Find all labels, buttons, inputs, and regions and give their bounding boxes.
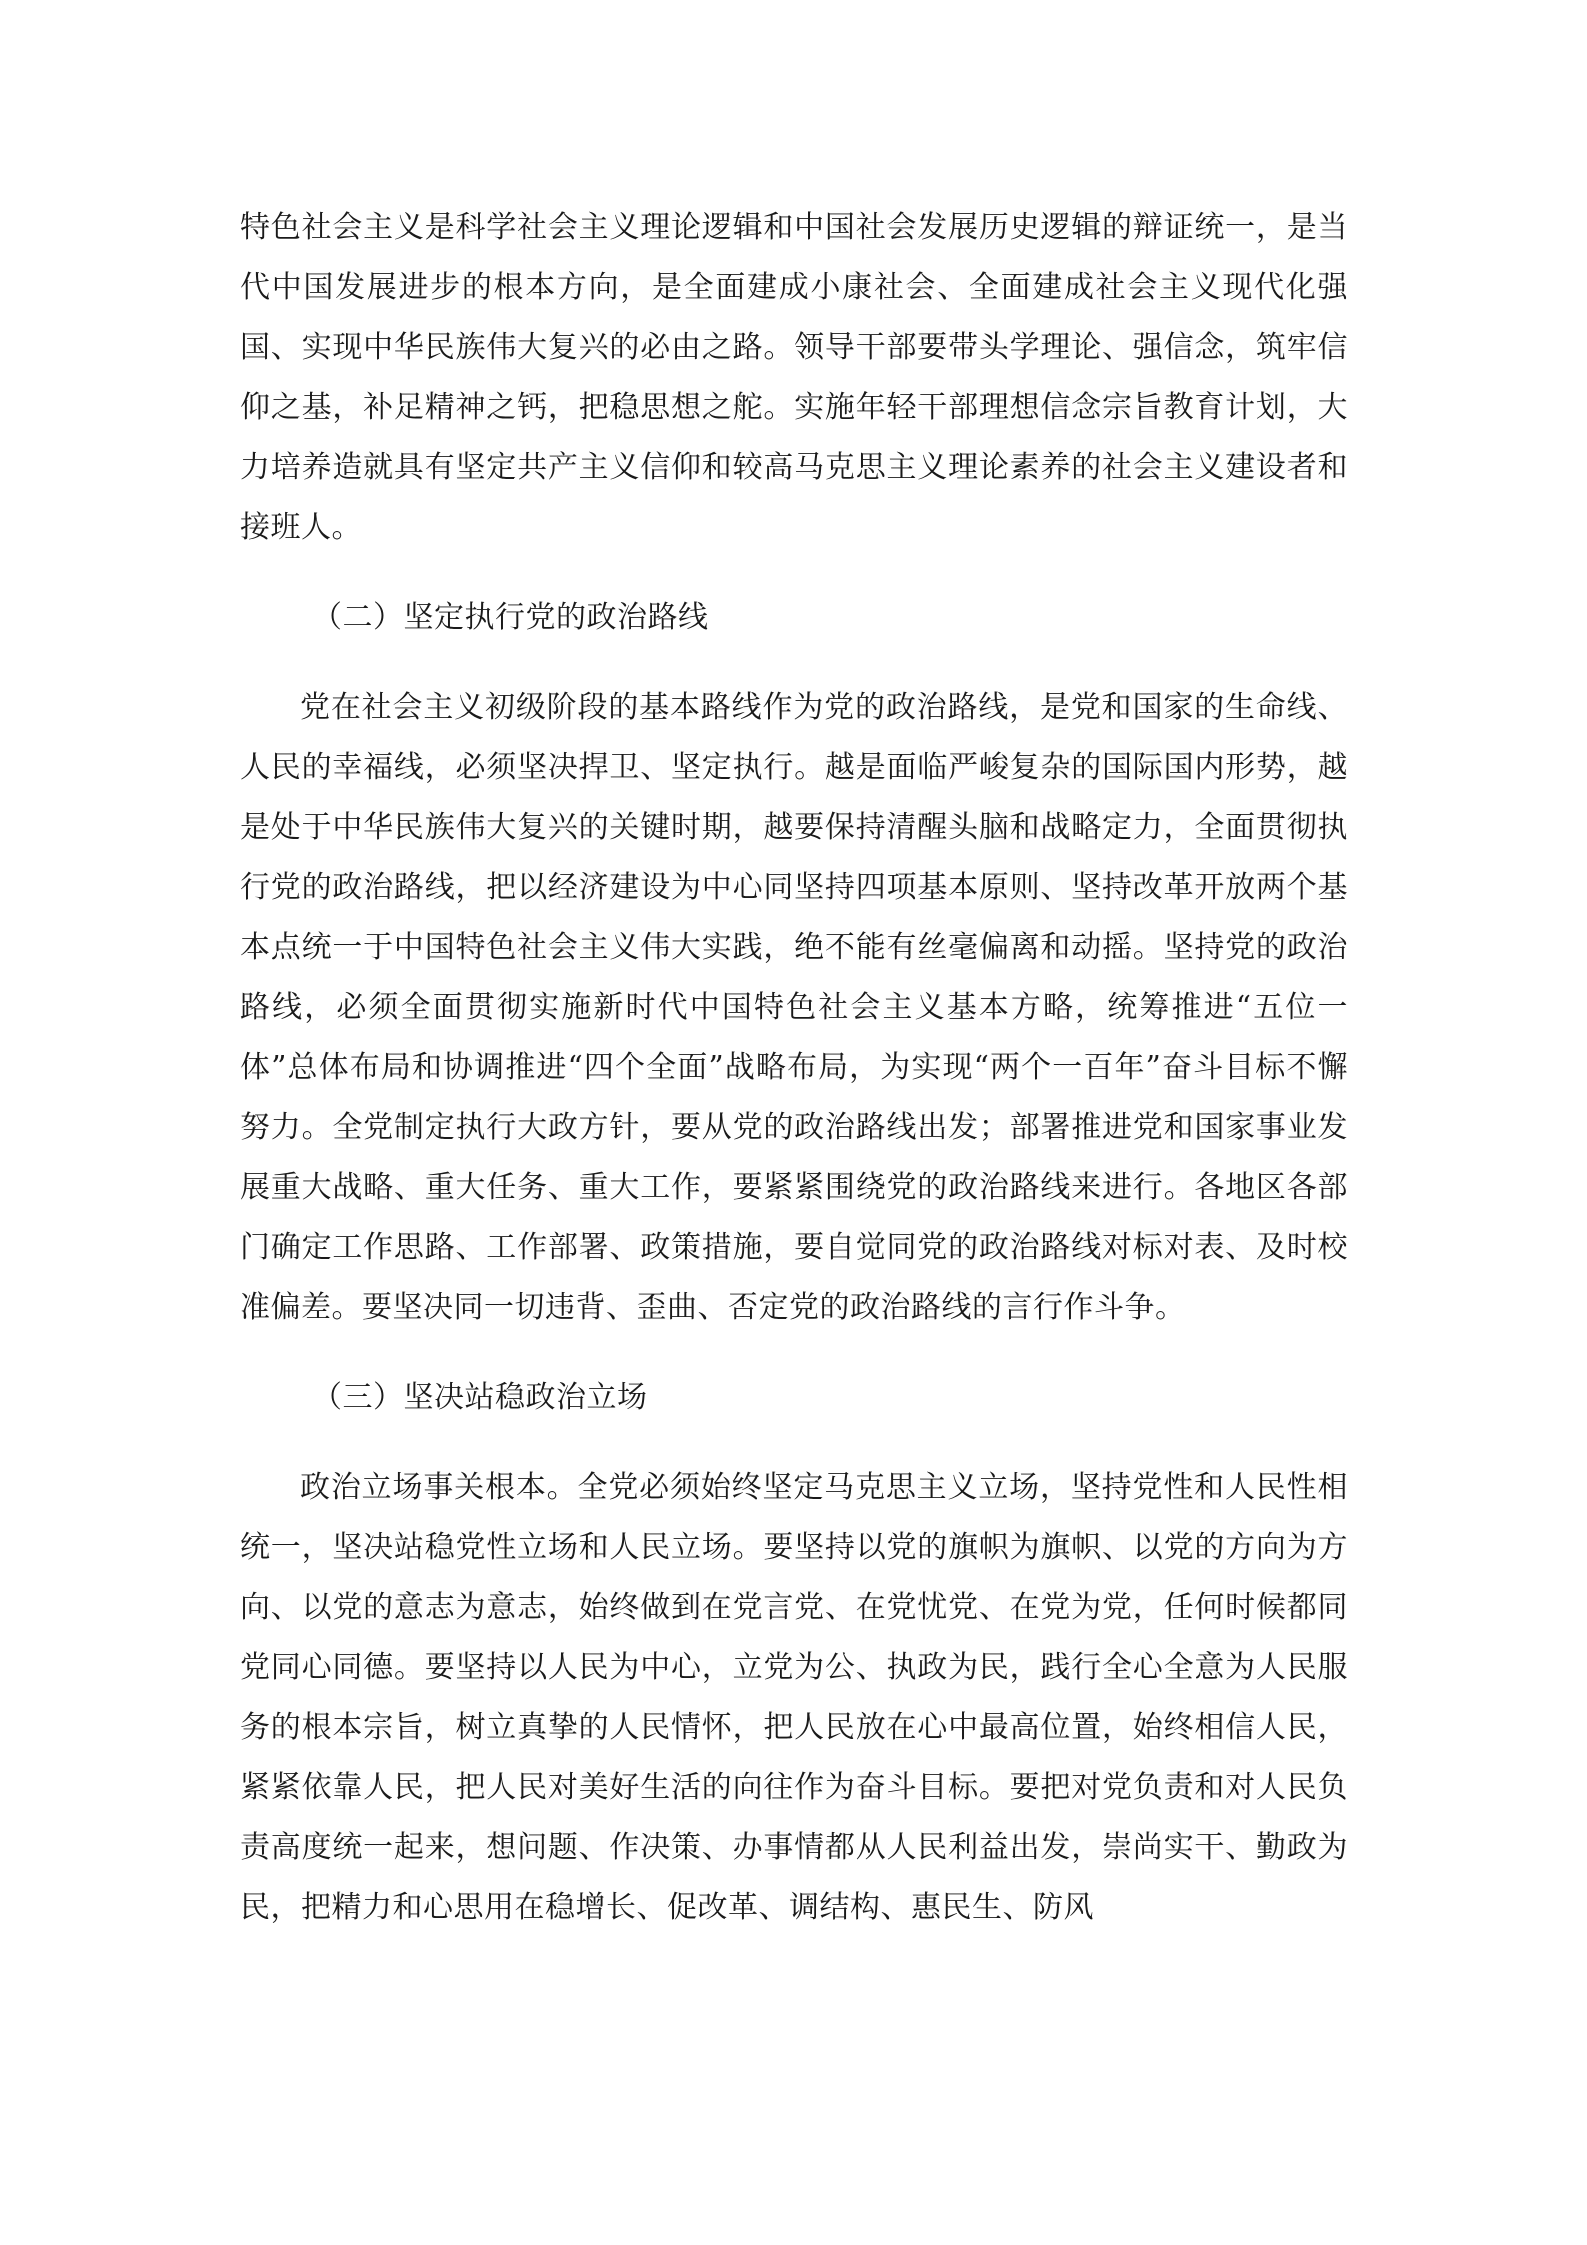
paragraph-section-2: 党在社会主义初级阶段的基本路线作为党的政治路线，是党和国家的生命线、人民的幸福线，必须坚决捍卫、坚定执行。越是面临严峻复杂的国际国内形势，越是处于中华民族伟大复兴的关键时期，越要保持清醒头脑和战略定力，全面贯彻执行党的政治路线，把以经济建设为中心同坚持四项基本原则、坚持改革开放两个基本点统一于中国特色社会主义伟大实践，绝不能有丝毫偏离和动摇。坚持党的政治路线，必须全面贯彻实施新时代中国特色社会主义基本方略，统筹推进“五位一体”总体布局和协调推进“四个全面”战略布局，为实现“两个一百年”奋斗目标不懈努力。全党制定执行大政方针，要从党的政治路线出发；部署推进党和国家事业发展重大战略、重大任务、重大工作，要紧紧围绕党的政治路线来进行。各地区各部门确定工作思路、工作部署、政策措施，要自觉同党的政治路线对标对表、及时校准偏差。要坚决同一切违背、歪曲、否定党的政治路线的言行作斗争。 bbox=[240, 690, 1348, 1325]
section-heading-2: （二）坚定执行党的政治路线 bbox=[312, 600, 709, 635]
section-heading-3: （三）坚决站稳政治立场 bbox=[312, 1380, 648, 1415]
spacer bbox=[240, 558, 1348, 588]
spacer bbox=[240, 1428, 1348, 1458]
spacer bbox=[240, 1338, 1348, 1368]
document-body bbox=[240, 198, 1348, 1938]
spacer bbox=[240, 648, 1348, 678]
paragraph-section-3: 政治立场事关根本。全党必须始终坚定马克思主义立场，坚持党性和人民性相统一，坚决站稳党性立场和人民立场。要坚持以党的旗帜为旗帜、以党的方向为方向、以党的意志为意志，始终做到在党言党、在党忧党、在党为党，任何时候都同党同心同德。要坚持以人民为中心，立党为公、执政为民，践行全心全意为人民服务的根本宗旨，树立真挚的人民情怀，把人民放在心中最高位置，始终相信人民，紧紧依靠人民，把人民对美好生活的向往作为奋斗目标。要把对党负责和对人民负责高度统一起来，想问题、作决策、办事情都从人民利益出发，崇尚实干、勤政为民，把精力和心思用在稳增长、促改革、调结构、惠民生、防风 bbox=[240, 1470, 1348, 1925]
paragraph-continued: 特色社会主义是科学社会主义理论逻辑和中国社会发展历史逻辑的辩证统一，是当代中国发展进步的根本方向，是全面建成小康社会、全面建成社会主义现代化强国、实现中华民族伟大复兴的必由之路。领导干部要带头学理论、强信念，筑牢信仰之基，补足精神之钙，把稳思想之舵。实施年轻干部理想信念宗旨教育计划，大力培养造就具有坚定共产主义信仰和较高马克思主义理论素养的社会主义建设者和接班人。 bbox=[240, 210, 1348, 545]
